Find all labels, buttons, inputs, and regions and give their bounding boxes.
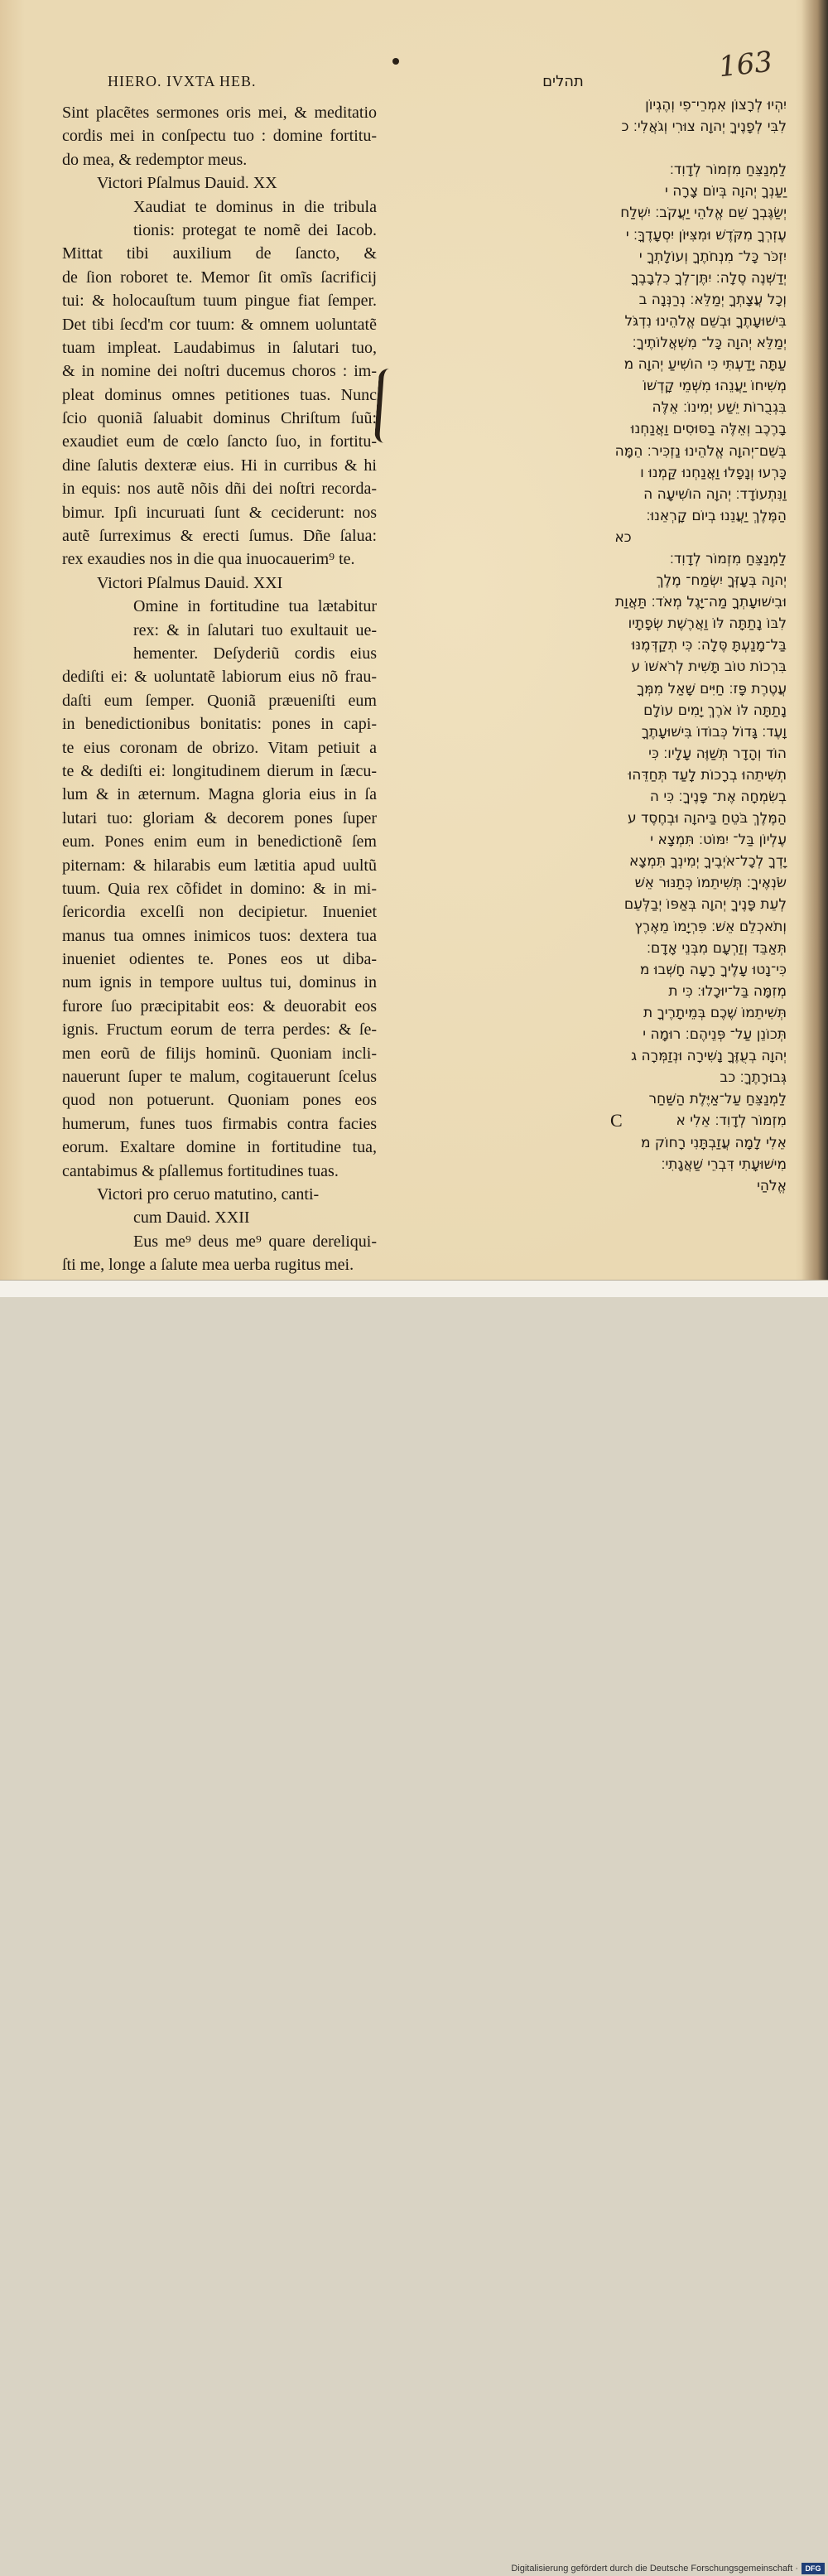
ink-dot [392,58,399,65]
latin-text-line: humerum, funes tuos firmabis contra facies [62,1114,377,1133]
latin-text-line: ignis. Fructum eorum de terra perdes: & ſe- [62,1020,377,1040]
footer-bar [0,1280,828,2574]
hebrew-text-line: הַמֶּלֶךְ יַעֲנֵנוּ בְיוֹם קָרְאֵנוּ׃ [646,507,787,524]
dfg-logo-icon: DFG [802,2563,825,2574]
hebrew-text-line: לַמְנַצֵּחַ מִזְמוֹר לְדָוִד׃ [669,162,787,179]
hebrew-text-line: הַמֶּלֶךְ בֹּטֵחַ בַּיהוָה וּבְחֶסֶד ע [627,810,787,827]
latin-text-line: autẽ ſurreximus & erecti ſumus. Dñe ſalua: [62,527,377,546]
latin-text-line: in equis: nos autẽ nõis dñi dei noſtri recorda- [62,480,377,499]
hebrew-text-line: יִהְיוּ לְרָצוֹן אִמְרֵי־פִי וְהֶגְיוֹן [645,97,787,113]
latin-text-line: cordis mei in conſpectu tuo : domine fortitu- [62,127,377,146]
latin-text-line: Xaudiat te dominus in die tribula [133,197,377,216]
hebrew-text-line: יָדְךָ לְכָל־אֹיְבֶיךָ יְמִינְךָ תִּמְצָא [628,853,787,871]
latin-text-line: Mittat tibi auxilium de ſancto, & [62,244,377,263]
hebrew-text-line: עֶלְיוֹן בַּל־ יִמּוֹט׃ תִּמְצָא י [650,832,787,849]
binding-shadow [802,0,828,1280]
hebrew-text-line: בִּישׁוּעָתֶךָ וּבְשֵׁם אֱלֹהֵינוּ נִדְגֹּל [624,312,787,330]
hebrew-text-line: יַעַנְךָ יְהוָה בְּיוֹם צָרָה י [665,183,787,200]
hebrew-text-line: תְּאַבֵּד וְזַרְעָם מִבְּנֵי אָדָם׃ [647,939,787,957]
footer-credit: Digitalisierung gefördert durch die Deutsche Forschungsgemeinschaft · [511,2564,798,2574]
hebrew-text-line: עַתָּה יָדַעְתִּי כִּי הוֹשִׁיעַ יְהוָה מ [623,356,787,374]
latin-text-line: in benedictionibus bonitatis: pones in capi- [62,715,377,734]
latin-text-line: quod non potuerunt. Quoniam pones eos [62,1091,377,1110]
latin-text-line: cum Dauid. XXII [133,1208,250,1228]
hebrew-text-line: הוֹד וְהָדָר תְּשַׁוֶּה עָלָיו׃ כִּי [648,745,787,762]
latin-text-line: pleat dominus omnes petitiones tuas. Nunc [62,385,377,404]
hebrew-running-header: תהלים [542,73,584,90]
latin-text-line: exaudiet eum de cœlo ſancto ſuo, in fortitu- [62,432,377,451]
hebrew-text-line: מְשִׁיחוֹ יַעֲנֵהוּ מִשְּׁמֵי קָדְשׁוֹ [643,378,787,395]
hebrew-text-line: יְשַׂגֶּבְךָ שֵׁם אֱלֹהֵי יַעֲקֹב׃ יִשְׁלַח [620,205,787,222]
hebrew-text-line: בַּל־מָנַעְתָּ סֶּלָה׃ כִּי תְקַדְּמֶנּוּ [631,637,787,654]
hebrew-text-line: בִּגְבֻרוֹת יֵשַׁע יְמִינוֹ׃ אֵלֶּה [652,399,787,417]
hebrew-text-line: לַמְנַצֵּחַ מִזְמוֹר לְדָוִד׃ [669,550,787,567]
hebrew-text-line: וָעֶד׃ גָּדוֹל כְּבוֹדוֹ בִּישׁוּעָתֶךָ [641,723,787,740]
hebrew-text-line: נָתַתָּה לּוֹ אֹרֶךְ יָמִים עוֹלָם [643,702,787,719]
latin-text-line: te eius coronam de obrizo. Vitam petiuit a [62,738,377,757]
hebrew-text-line: עֶזְרְךָ מִקֹּדֶשׁ וּמִצִּיּוֹן יִסְעָדֶךָּ׃ י [625,226,787,244]
latin-text-line: ſericordia excelſi non decipietur. Inueniet [62,903,377,922]
hebrew-text-line: שֹׂנְאֶיךָ׃ תְּשִׁיתֵמוֹ כְּתַנּוּר אֵשׁ [634,875,787,892]
latin-text-line: rex exaudies nos in die qua inuocauerim⁹ te. [62,550,355,569]
hebrew-text-line: יְהוָה בְּעָזְּךָ יִשְׂמַח־ מֶלֶךְ [656,572,787,590]
latin-text-line: Victori pro ceruo matutino, canti- [97,1184,320,1204]
hebrew-text-line: יִזְכֹּר כָּל־ מִנְחֹתֶךָ וְעוֹלָתְךָ י [638,248,787,265]
latin-text-line: piternam: & hilarabis eum lætitia apud uultũ [62,856,377,875]
latin-text-line: Eus me⁹ deus me⁹ quare dereliqui- [133,1232,377,1251]
latin-text-line: eorum. Exaltare domine in fortitudine tua, [62,1138,377,1157]
hebrew-text-line: גְּבוּרָתֶךָ׃ כב [720,1069,787,1087]
hebrew-text-line: מִזְמוֹר לְדָוִד׃ אֵלִי א [676,1112,787,1130]
latin-text-line: de ſion roboret te. Memor ſit omĩs ſacrificij [62,268,377,287]
folio-number: 163 [717,45,774,84]
latin-text-line: ſcio quoniã ſaluabit dominus Chriſtum ſuũ: [62,409,377,428]
hebrew-text-line: בְשִׂמְחָה אֶת־ פָּנֶיךָ׃ כִּי ה [649,789,787,805]
hebrew-text-line: תְּשִׁיתֵמוֹ שֶׁכֶם בְּמֵיתָרֶיךָ ת [643,1004,787,1021]
hebrew-text-line: בְּשֵׁם־יְהוָה אֱלֹהֵינוּ נַזְכִּיר׃ הֵמָּה [614,442,787,460]
latin-text-line: nauerunt ſuper te malum, cogitauerunt ſcelus [62,1068,377,1087]
latin-text-line: tuum. Quia rex cõfidet in domino: & in mi- [62,879,377,898]
latin-running-header: HIERO. IVXTA HEB. [108,73,257,89]
latin-text-line: cantabimus & pſallemus fortitudines tuas. [62,1161,339,1180]
hebrew-text-line: כִּי־נָטוּ עָלֶיךָ רָעָה חָשְׁבוּ מ [639,961,787,978]
latin-text-line: Sint placẽtes sermones oris mei, & meditatio [62,104,377,122]
margin-bracket-mark [374,368,399,443]
latin-column [62,101,377,1296]
hebrew-text-line: מִישׁוּעָתִי דִּבְרֵי שַׁאֲגָתִי׃ [661,1155,787,1173]
hebrew-text-line: יְהוָה בְעֻזֶּךָ נָשִׁירָה וּנְזַמְּרָה ג [631,1048,787,1065]
latin-text-line: lum & in æternum. Magna gloria eius in ſa [62,785,377,804]
hebrew-text-line: אֱלֹהַי [757,1177,787,1194]
latin-text-line: Victori Pſalmus Dauid. XX [97,174,277,193]
latin-text-line: daſti eum ſemper. Quoniã præueniſti eum [62,691,377,710]
hebrew-text-line: עֲטֶרֶת פָּז׃ חַיִּים שָׁאַל מִמְּךָ [636,680,787,697]
latin-text-line: eum. Pones enim eum in benedictionẽ ſem [62,832,377,851]
hebrew-text-line: לְעֵת פָּנֶיךָ יְהוָה בְּאַפּוֹ יְבַלְּעֵם [623,896,787,914]
latin-text-line: lutari tuo: gloriam & decorem pones ſuper [62,808,377,827]
latin-text-line: ſti me, longe a ſalute mea uerba rugitus mei. [62,1256,354,1275]
latin-text-line: te & dediſti ei: longitudinem dierum in ſæcu- [62,761,377,780]
latin-text-line: Det tibi ſecd'm cor tuum: & omnem uoluntatẽ [62,315,377,334]
hebrew-text-line: כָּרְעוּ וְנָפָלוּ וַאֲנַחְנוּ קַּמְנוּ ו [640,464,787,481]
hebrew-text-line: יְמַלֵּא יְהוָה כָּל־ מִשְׁאֲלוֹתֶיךָ׃ [632,335,787,352]
latin-text-line: men eorũ de filijs hominũ. Quoniam incli- [62,1044,377,1063]
latin-text-line: tui: & holocauſtum tuum pingue fiat ſemper. [62,292,377,311]
hebrew-text-line: וַנִּתְעוֹדָד׃ יְהוָה הוֹשִׁיעָה ה [643,485,787,503]
latin-text-line: & in nomine dei noſtri ducemus choros : im- [62,362,377,381]
hebrew-text-line: בָרֶכֶב וְאֵלֶּה בַסּוּסִים וַאֲנַחְנוּ [630,421,787,438]
latin-text-line: num ignis in tempore uultus tui, dominus in [62,973,377,992]
latin-text-line: Victori Pſalmus Dauid. XXI [97,573,283,592]
latin-text-line: furore ſuo præcipitabit eos: & deuorabit eos [62,996,377,1015]
hebrew-text-line: וְכָל עֲצָתְךָ יְמַלֵּא׃ נְרַנְּנָה ב [638,291,787,308]
hebrew-text-line: מְזִמָּה בַּל־יוּכָלוּ׃ כִּי ת [668,982,787,1000]
latin-text-line: dediſti ei: & uoluntatẽ labiorum eius nõ frau- [62,668,377,687]
hebrew-text-line: כא [614,528,632,546]
latin-text-line: hementer. Deſyderiũ cordis eius [133,644,377,663]
latin-text-line: inueniet odientes te. Pones eos ut diba- [62,950,377,969]
hebrew-text-line: תְּכוֹנֵן עַל־ פְּנֵיהֶם׃ רוּמָה י [643,1026,787,1044]
hebrew-text-line [460,137,787,159]
latin-text-line: do mea, & redemptor meus. [62,150,248,169]
latin-text-line: tuam impleat. Laudabimus in ſalutari tuo, [62,338,377,357]
hebrew-text-line: יְדַשְּׁנֶה סֶלָה׃ יִתֶּן־לְךָ כִלְבָבֶךָ [630,269,787,287]
hebrew-text-line: וְתֹאכְלֵם אֵשׁ׃ פִּרְיָמוֹ מֵאֶרֶץ [634,918,787,935]
latin-text-line: dine ſalutis dexteræ eius. Hi in curribus & hi [62,456,377,475]
hebrew-text-line: תְשִׁיתֵהוּ בְרָכוֹת לָעַד תְּחַדֵּהוּ [628,766,787,784]
hebrew-text-line: וּבִישׁוּעָתְךָ מַה־יָּגֶל מְאֹד׃ תַּאֲוַת [614,594,787,611]
latin-text-line: tionis: protegat te nomẽ dei Iacob. [133,220,377,239]
hebrew-text-line: לִבּוֹ נָתַתָּה לּוֹ וַאֲרֶשֶׁת שְׂפָתָיו [628,615,787,633]
latin-text-line: rex: & in ſalutari tuo exultauit ue- [133,620,377,639]
hebrew-text-line: לִבִּי לְפָנֶיךָ יְהוָה צוּרִי וְגֹאֲלִי׃ כ [621,118,787,136]
hebrew-text-line: בִּרְכוֹת טוֹב תָּשִׁית לְרֹאשׁוֹ ע [631,658,787,676]
signature-mark: C [610,1110,623,1131]
latin-text-line: bimur. Ipſi incuruati ſunt & ceciderunt: nos [62,503,377,522]
latin-text-line: manus tua omnes inimicos tuos: dextera tua [62,926,377,945]
hebrew-text-line: לַמְנַצֵּחַ עַל־אַיֶּלֶת הַשַּׁחַר [648,1091,787,1108]
latin-text-line: Omine in fortitudine tua lætabitur [133,597,377,616]
hebrew-column [460,94,787,1197]
hebrew-text-line: אֵלִי לָמָה עֲזַבְתָּנִי רָחוֹק מ [640,1134,787,1151]
